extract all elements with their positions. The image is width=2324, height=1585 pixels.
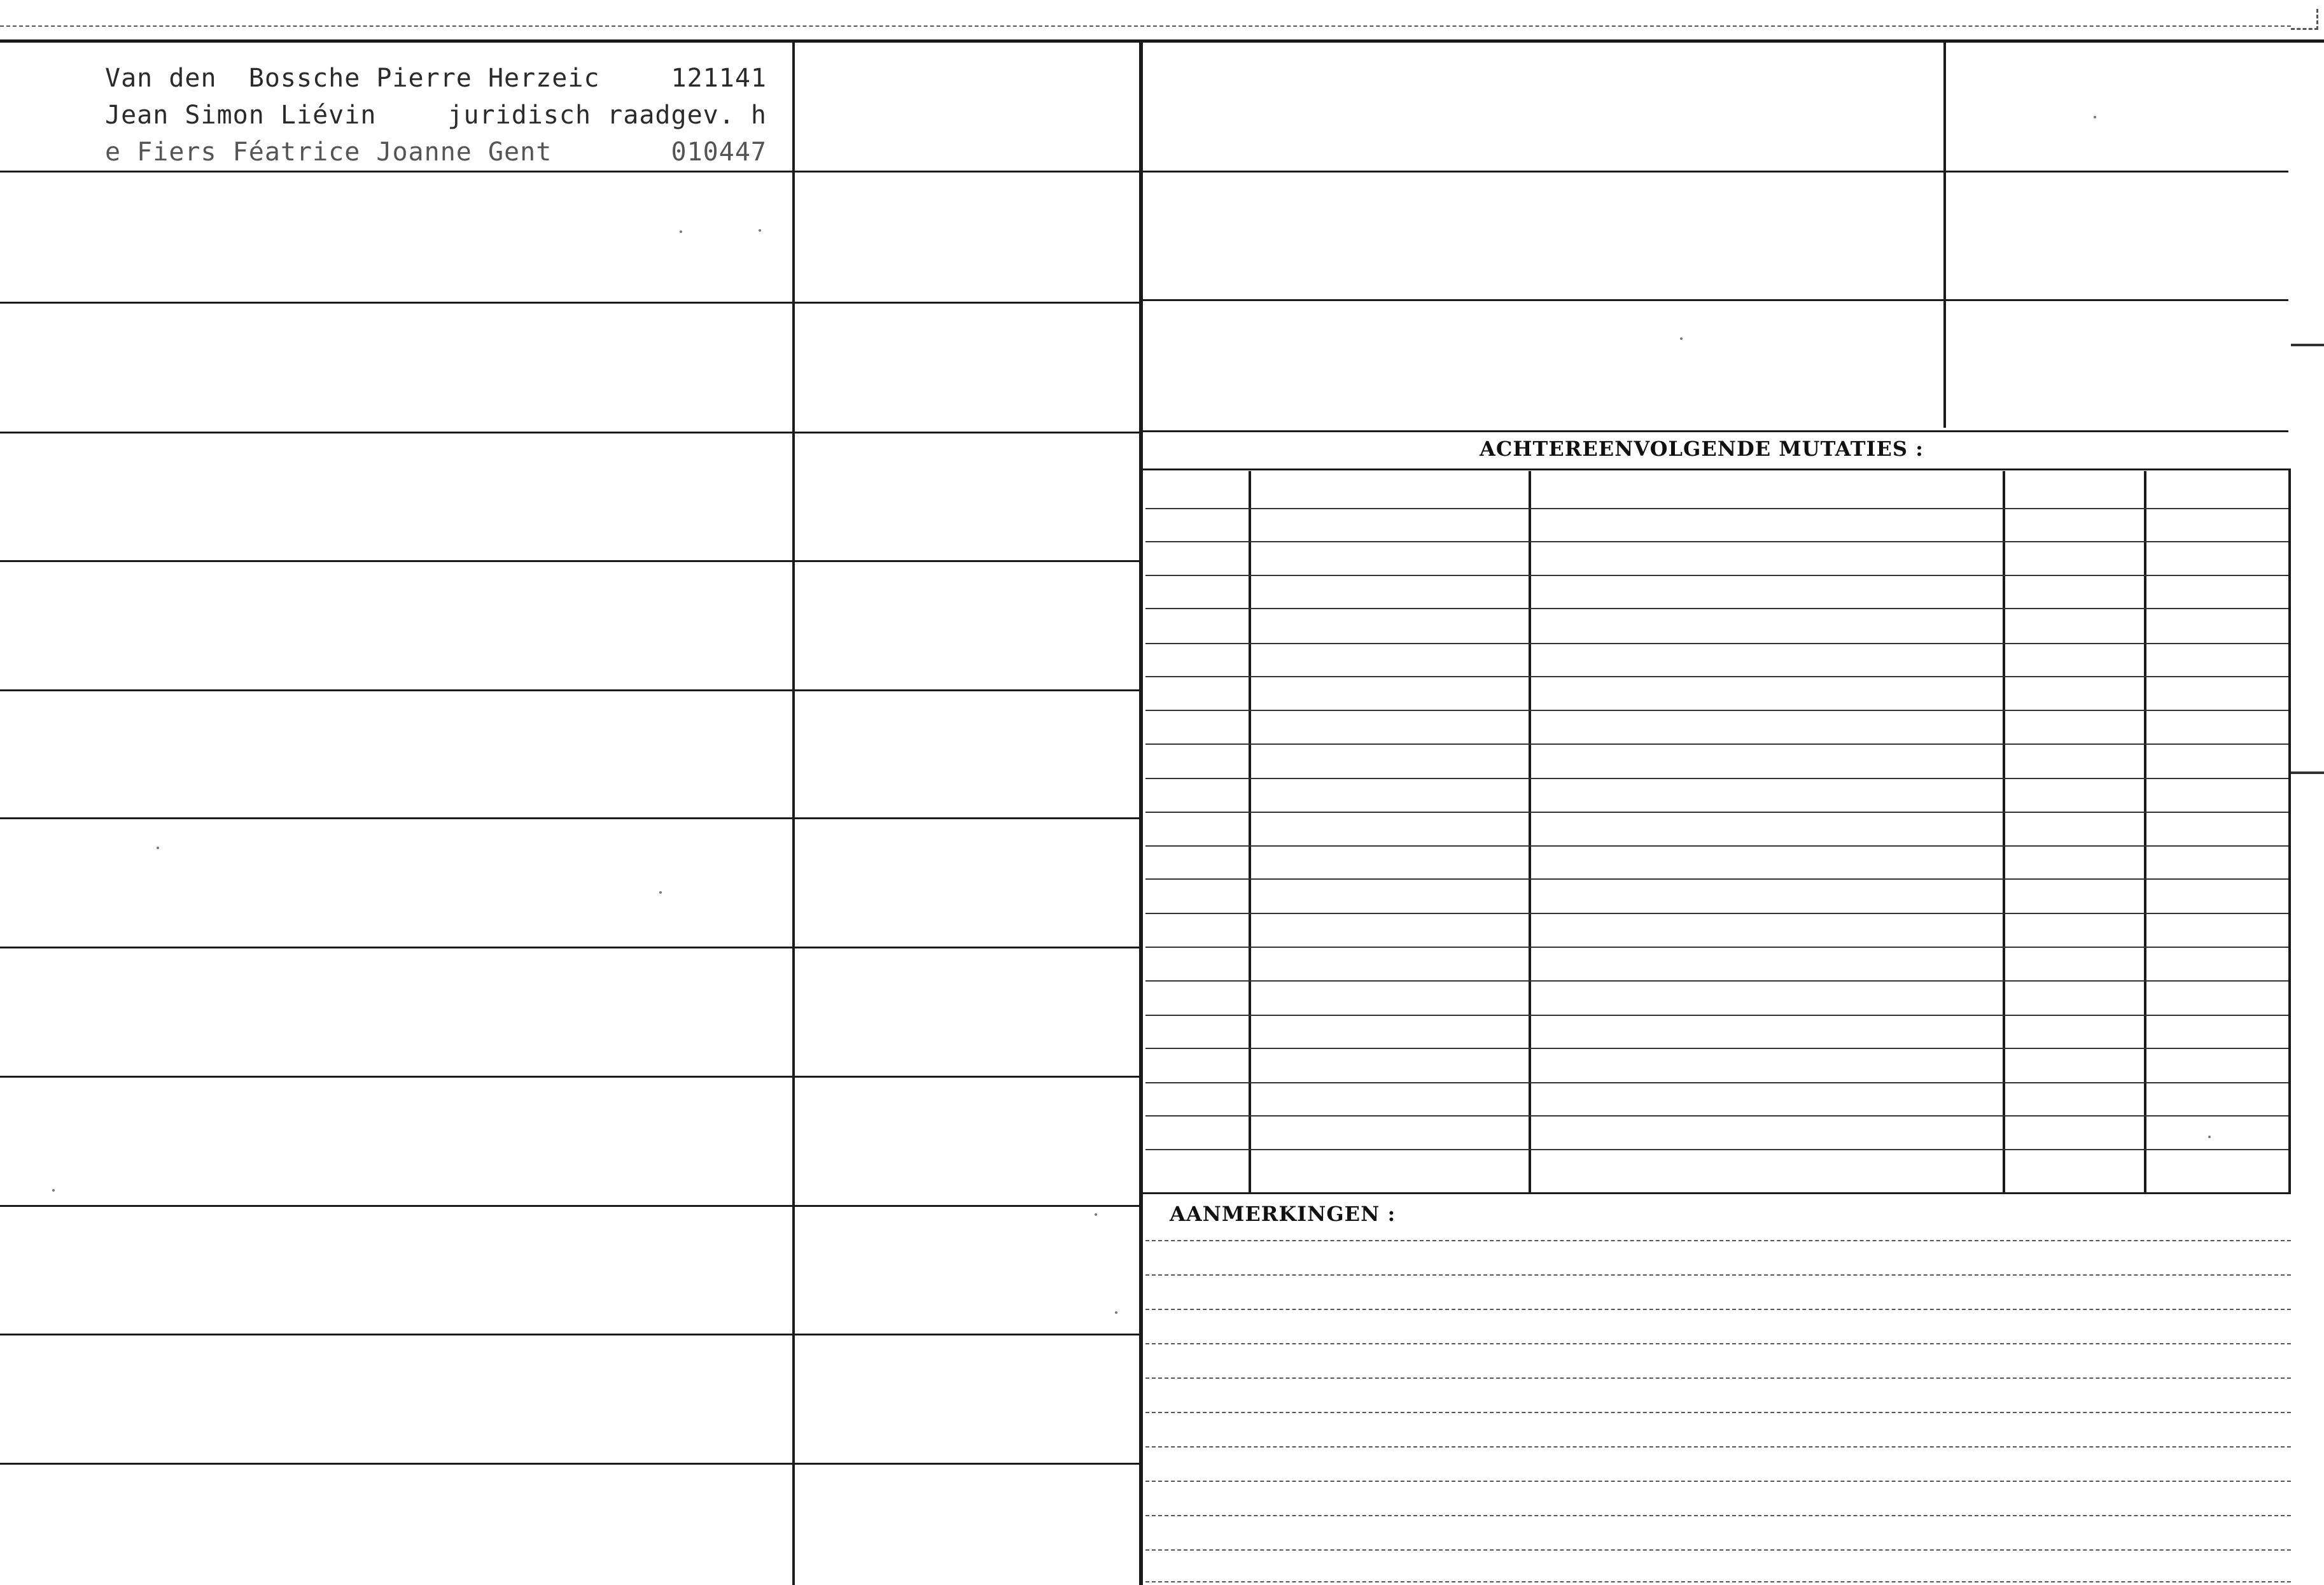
edge-tick-2 <box>2291 771 2324 774</box>
entry-name: Jean Simon Liévin <box>105 101 377 130</box>
entry-value: juridisch raadgev. h <box>447 101 767 130</box>
mutations-table-bottom <box>1143 1192 2291 1194</box>
edge-tick-1 <box>2291 344 2324 346</box>
mutations-col-5 <box>2288 468 2291 1194</box>
entry-line-2 <box>105 101 767 130</box>
entry-value: 121141 <box>671 64 767 93</box>
entry-line-3 <box>105 137 767 167</box>
entry-value: 010447 <box>671 137 767 167</box>
middle-column-divider <box>1139 39 1143 1585</box>
mutations-col-3 <box>2003 471 2005 1194</box>
mutations-col-2 <box>1529 471 1531 1194</box>
mutations-heading: ACHTEREENVOLGENDE MUTATIES : <box>1480 437 1924 461</box>
mutations-col-1 <box>1249 471 1251 1194</box>
mutations-col-4 <box>2144 471 2146 1194</box>
left-column-divider <box>792 39 795 1585</box>
entry-name: e Fiers Féatrice Joanne Gent <box>105 137 552 167</box>
mutations-table-top <box>1143 468 2288 470</box>
top-corner-mark <box>2291 9 2318 30</box>
entry-line-1 <box>105 64 767 93</box>
top-border <box>0 0 2324 43</box>
remarks-heading: AANMERKINGEN : <box>1170 1202 1396 1226</box>
entry-name: Van den Bossche Pierre Herzeic <box>105 64 600 93</box>
top-dash-line <box>0 25 2291 27</box>
right-top-divider <box>1943 39 1946 428</box>
